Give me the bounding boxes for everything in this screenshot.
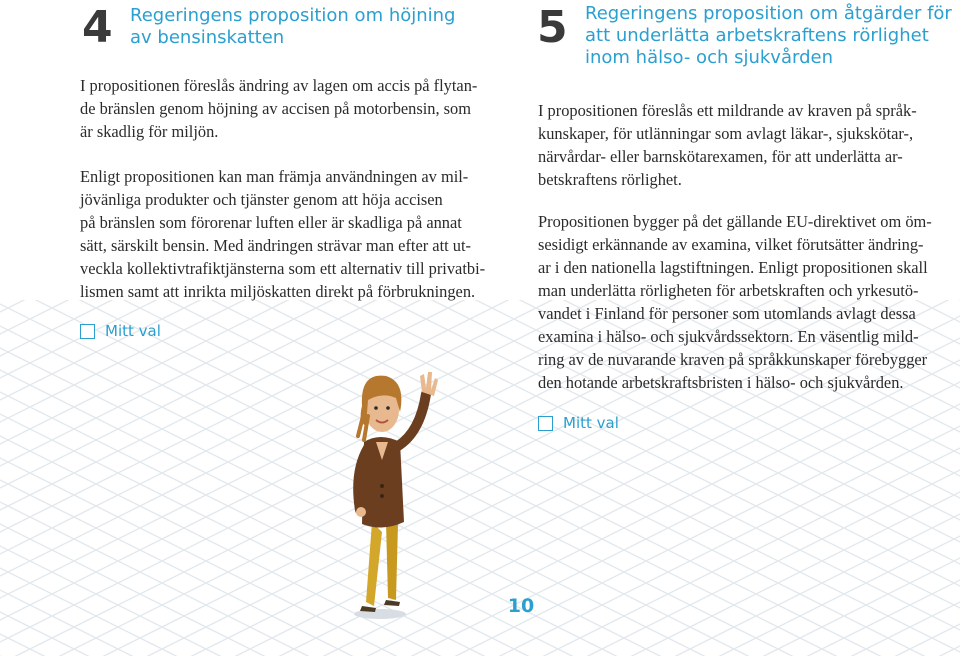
checkbox-square-icon[interactable] <box>80 324 95 339</box>
section-4-number: 4 <box>82 2 113 53</box>
text-line: ar i den nationella lagstiftningen. Enligt propositionen skall <box>538 258 928 277</box>
section-5-title-line: att underlätta arbetskraftens rörlighet <box>585 25 929 46</box>
section-5-title-line: Regeringens proposition om åtgärder för <box>585 3 952 24</box>
section-5-paragraph-1 <box>538 99 917 191</box>
text-line: den hotande arbetskraftsbristen i hälso- och sjukvården. <box>538 373 904 392</box>
section-4-title-line: Regeringens proposition om höjning <box>130 5 456 26</box>
section-4-paragraph-1 <box>80 74 477 143</box>
section-5-title <box>585 3 952 69</box>
text-line: I propositionen föreslås ändring av lagen om accis på flytan- <box>80 76 478 95</box>
text-line: Enligt propositionen kan man främja användningen av mil- <box>80 167 469 186</box>
text-line: närvårdar- eller barnskötarexamen, för att underlätta ar- <box>538 147 903 166</box>
text-line: kunskaper, för utlänningar som avlagt läkar-, sjukskötar-, <box>538 124 914 143</box>
section-5-title-line: inom hälso- och sjukvården <box>585 47 833 68</box>
text-line: ring av de nuvarande kraven på språkkunskaper förebygger <box>538 350 928 369</box>
text-line: de bränslen genom höjning av accisen på motorbensin, som <box>80 99 472 118</box>
text-line: vandet i Finland för personer som utomlands avlagt dessa <box>538 304 916 323</box>
checkbox-square-icon[interactable] <box>538 416 553 431</box>
text-line: på bränslen som förorenar luften eller är skadliga på annat <box>80 213 462 232</box>
section-4-title <box>130 5 456 49</box>
text-line: veckla kollektivtrafiktjänsterna som ett alternativ till privatbi- <box>80 259 486 278</box>
text-line: sesidigt erkännande av examina, vilket förutsätter ändring- <box>538 235 924 254</box>
waving-woman-illustration <box>330 362 450 622</box>
section-4-title-line: av bensinskatten <box>130 27 285 48</box>
section-5-my-choice-checkbox[interactable] <box>538 414 619 432</box>
text-line: är skadlig för miljön. <box>80 122 219 141</box>
section-5-number: 5 <box>537 2 568 53</box>
text-line: Propositionen bygger på det gällande EU-direktivet om öm- <box>538 212 932 231</box>
text-line: man underlätta rörligheten för arbetskraften och yrkesutö- <box>538 281 919 300</box>
text-line: lismen samt att inrikta miljöskatten direkt på förbrukningen. <box>80 282 476 301</box>
checkbox-label: Mitt val <box>105 322 161 340</box>
checkbox-label: Mitt val <box>563 414 619 432</box>
text-line: I propositionen föreslås ett mildrande av kraven på språk- <box>538 101 917 120</box>
text-line: examina i hälso- och sjukvårdssektorn. En väsentlig mild- <box>538 327 919 346</box>
section-5-paragraph-2 <box>538 210 932 394</box>
text-line: jövänliga produkter och tjänster genom att höja accisen <box>80 190 443 209</box>
text-line: sätt, särskilt bensin. Med ändringen strävar man efter att ut- <box>80 236 471 255</box>
page-number: 10 <box>507 595 535 617</box>
section-4-my-choice-checkbox[interactable] <box>80 322 161 340</box>
section-4-paragraph-2 <box>80 165 485 303</box>
text-line: betskraftens rörlighet. <box>538 170 682 189</box>
